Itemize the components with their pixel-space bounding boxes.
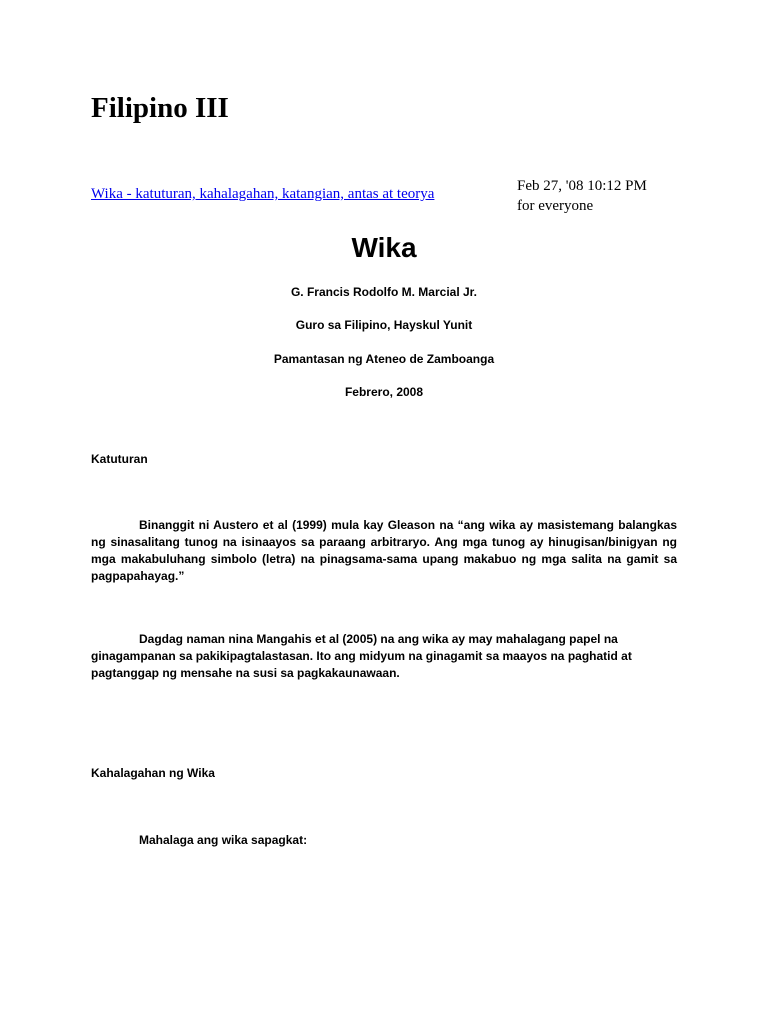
kahalagahan-intro: Mahalaga ang wika sapagkat: [139,833,308,847]
author-position: Guro sa Filipino, Hayskul Yunit [295,318,473,332]
post-meta [517,176,647,216]
section-heading-katuturan: Katuturan [91,452,148,466]
paragraph-katuturan-2-text: Dagdag naman nina Mangahis et al (2005) na ang wika ay may mahalagang papel na ginagampanan sa pakikipagtalastasan. Ito ang midyum na ginagamit sa maayos na paghatid at pagtanggap ng mensahe na susi sa pagkakaunawaan. [91,632,632,680]
post-title-link[interactable]: Wika - katuturan, kahalagahan, katangian, antas at teorya [91,186,435,202]
article-date: Febrero, 2008 [344,385,424,399]
section-heading-kahalagahan: Kahalagahan ng Wika [91,766,215,780]
paragraph-katuturan-2 [91,631,677,682]
document-title: Filipino III [91,92,229,124]
author-institution: Pamantasan ng Ateneo de Zamboanga [273,352,495,366]
article-heading: Wika [351,232,417,263]
post-visibility: for everyone [517,198,594,214]
author-name: G. Francis Rodolfo M. Marcial Jr. [290,285,478,299]
paragraph-katuturan-1 [91,517,677,585]
paragraph-katuturan-1-text: Binanggit ni Austero et al (1999) mula kay Gleason na “ang wika ay masistemang balangkas ng sinasalitang tunog na isinaayos sa paraang arbitraryo. Ang mga tunog ay hinugisan/binigyan ng mga makabuluhang simbolo (letra) na pinagsama-sama upang makabuo ng mga salita na gamit sa pagpapahayag.” [91,518,677,583]
post-date: Feb 27, '08 10:12 PM [517,178,647,194]
